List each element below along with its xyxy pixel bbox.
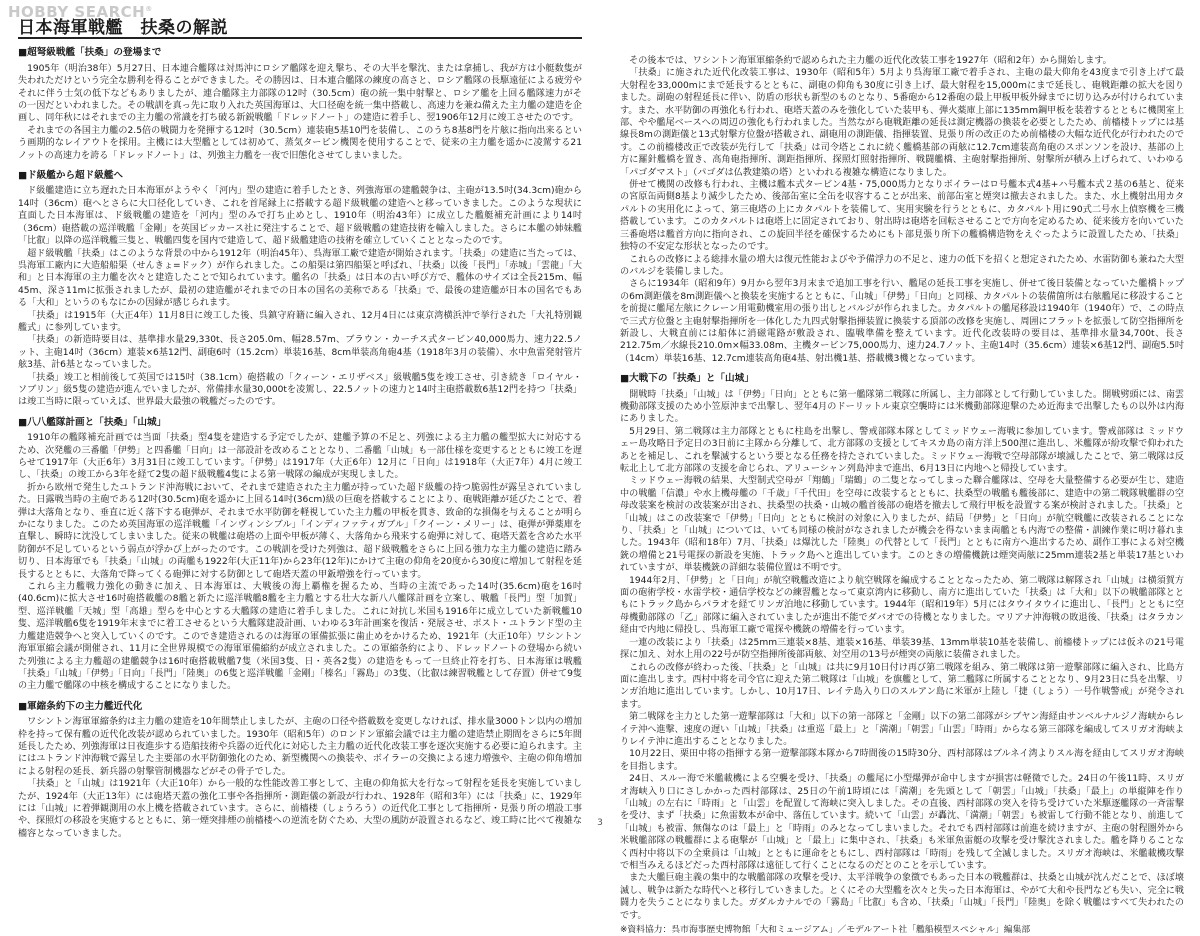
paragraph: 24日、スルー海で米艦載機による空襲を受け、「扶桑」の艦尾に小型爆弾が命中しますが損害は軽微でした。24日の午後11時、スリガオ海峡入り口にさしかかった西村部隊は、25日の午前1時頃には「満潮」を先頭として「朝雲」「山城」「扶桑」「最上」の単縦陣を作り「山城」の左右に「時雨」と「山雲」を配置して海峡に突入しました。その直後、西村部隊の突入を待ち受けていた米駆逐艦隊の一斉雷撃を受け、まず「扶桑」に魚雷数本が命中、落伍しています。続いて「山雲」が轟沈、「満潮」「朝雲」も被雷して行動不能となり、前進して「山城」も被雷、無傷なのは「最上」と「時雨」のみとなってしまいました。それでも西村部隊は前進を続けますが、主砲の射程圏外から米戦艦部隊の戦艦群による砲撃が「山城」と「最上」に集中され、「扶桑」も米軍魚雷艇の攻撃を受け撃沈されました。艦を降りることなく西村中将以下の全乗員は「山城」とともに運命をともにし、西村部隊は「時雨」を残して全滅しました。スリガオ海峡は、米艦載機攻撃で相当みえるほどだった西村部隊は遠征して行くことになるのだとのことを示しています。 [620, 774, 1184, 871]
paragraph: さらに1934年（昭和9年）9月から翌年3月末まで追加工事を行い、艦尾の延長工事を実施し、併せて後日装備となっていた艦橋トップの6m測距儀を8m測距儀へと換装を実施するとともに、「山城」「伊勢」「日向」と同様、カタパルトの装備箇所は右舷艦尾に移設することを前提に艦尾左舷にクレーン用電動機室用の張り出しとバルジが作られました。カタパルトの艦尾移設は1940年（1940年）で、この時点で三式方位盤と主砲射撃指揮所を一体化した九四式射撃指揮装置に換装する頂部の改修を実施し、周囲にフラットを拡張して防空指揮所を新設し、大戦直前には船体に消磁電路が敷設され、臨戦準備を整えています。近代化改装時の要目は、基準排水量34,700t、長さ212.75m／水線長210.0m×幅33.08m、主機タービン75,000馬力、速力24.7ノット、主砲14吋（35.6cm）連装×6基12門、副砲5.5吋（14cm）単装16基、12.7cm連装高角砲4基、射出機1基、搭載機3機となっています。 [620, 279, 1184, 364]
paragraph: 「扶桑」と「山城」は1921年（大正10年）から一般的な性能改善工事として、主砲の仰角拡大を行なって射程を延長を実施していましたが、1924年（大正13年）には砲塔天蓋の強化工事や各指揮所・測距儀の新設が行われ、1928年（昭和3年）には「扶桑」に、1929年には「山城」に着弾観測用の水上機を搭載されています。さらに、前檣楼（しょうろう）の近代化工事として指揮所・見張り所の増設工事や、探照灯の移設を実施するとともに、第一煙突排煙の前檣楼への逆流を防ぐため、大型の風防が設置されるなど、竣工時に比べて複雑な檣容となっていきました。 [18, 779, 582, 839]
paragraph: それまでの各国主力艦の2.5倍の戦闘力を発揮する12吋（30.5cm）連装砲5基10門を装備し、このうち8基8門を片舷に指向出来るという画期的なレイアウトを採用。主機には大型艦としては初めて、蒸気タービン機関を使用することで、従来の主力艦を遥かに凌駕する21ノットの高速力を誇る「ドレッドノート」は、列強主力艦を一夜で旧態化させてしまいました。 [18, 125, 582, 161]
paragraph: 開戦時「扶桑」「山城」は「伊勢」「日向」とともに第一艦隊第二戦隊に所属し、主力部隊として行動していました。開戦劈頭には、南雲機動部隊支援のため小笠原沖まで出撃し、翌年4月のドーリットル東京空襲時には米機動部隊迎撃のため近海まで出撃したもの以外は内海にありました。 [620, 389, 1184, 425]
paragraph: 第二戦隊を主力とした第一遊撃部隊は「大和」以下の第一部隊と「金剛」以下の第二部隊がシブヤン海経由サンベルナルジノ海峡からレイテ沖へ進撃、速度の遅い「山城」「扶桑」は重巡「最上」と「満潮」「朝雲」「山雲」「時雨」からなる第三部隊を編成してスリガオ海峡よりレイテ沖に進出することとなりました。 [620, 712, 1184, 747]
paragraph: 「扶桑」竣工と相前後して英国では15吋（38.1cm）砲搭載の「クィーン・エリザベス」級戦艦5隻を竣工させ、引き続き「ロイヤル・ソブリン」級5隻の建造が進んでいましたが、常備排水量30,000tを凌駕し、22.5ノットの速力と14吋主砲搭載数6基12門を持つ「扶桑」は竣工当時に限っていえば、世界最大最強の戦艦だったのです。 [18, 372, 582, 408]
left-column [18, 18, 582, 839]
paragraph: 10月22日、栗田中将の指揮する第一遊撃部隊本隊から7時間後の15時30分、西村部隊はブルネイ湾よりスル海を経由してスリガオ海峡を目指します。 [620, 749, 1184, 772]
paragraph: 「扶桑」は1915年（大正4年）11月8日に竣工した後、呉鎮守府籍に編入され、12月4日には東京湾横浜沖で挙行された「大礼特別観艦式」に参列しています。 [18, 310, 582, 333]
paragraph: 「扶桑」に施された近代化改装工事は、1930年（昭和5年）5月より呉海軍工廠で着手され、主砲の最大仰角を43度まで引き上げて最大射程を33,000mにまで延長するとともに、副砲の仰角も30度に引き上げ、最大射程を15,000mにまで延長し、砲戦距離の拡大を図りました。副砲の射程延長に伴い、防盾の形状も新型のものとなり、5番砲から12番砲の最上甲板甲板外縁までに切り込みが付けられています。また、水平防御の再強化も行われ、砲塔天蓋のみを強化していた装甲も、弾火薬庫上部に135mm鋼甲板を装着するとともに機関室上部、やや艦尾ベースへの周辺の強化も行われました。当然ながら砲戦距離の延長は測定機器の換装を必要としたため、前檣楼トップには基線長8mの測距儀と13式射撃方位盤が搭載され、副砲用の測距儀、指揮装置、見張り所の改正のため前檣楼の大幅な近代化が行われたのです。この前檣楼改正で改装が先行して「扶桑」は司令塔とこれに続く艦橋基部の両舷に12.7cm連装高角砲のスポンソンを設け、基部の上方に羅針艦橋を置き、高角砲指揮所、測距指揮所、探照灯照射指揮所、戦闘艦橋、主砲射撃指揮所、射撃所が積み上げられて、いわゆる「パゴダマスト」（パゴダは仏教建築の塔）といわれる複雑な構造になりました。 [620, 68, 1184, 178]
section-heading-4: ■軍縮条約下の主力艦近代化 [18, 700, 143, 712]
paragraph: これらの改修が終わった後、「扶桑」と「山城」は共に9月10日付け再び第二戦隊を組み、第二戦隊は第一遊撃部隊に編入され、比島方面に進出します。西村中将を司令官に迎えた第二戦隊は「山城」を旗艦として、第二艦隊に所属することとなり、9月23日に呉を出撃、リンガ泊地に進出しています。しかし、10月17日、レイテ島入り口のスルアン島に米軍が上陸し「捷（しょう）一号作戦警戒」が発令されます。 [620, 662, 1184, 710]
paragraph: 併せて機関の改修も行われ、主機は艦本式タービン4基・75,000馬力となりボイラーはロ号艦本式4基+ハ号艦本式２基の6基と、従来の宮原缶両側8基より減少したため、後部缶室に全缶を収容することが出来、前部缶室と煙突は撤去されました。また、水上機射出用カタパルトの実用化によって、第三砲塔の上にカタパルトを装備して、実用実験を行うとともに、カタパルト用に90式二号水上偵察機を三機搭載しています。このカタパルトは砲塔上に固定されており、射出時は砲塔を回転させることで方向を定めるため、従来後方を向いていた三番砲塔は艦首方向に指向され、この旋回半径を確保するためにもト部見張り所下の艦橋構造物をえぐったように設置したため、「扶桑」独特の不安定な形状となったのです。 [620, 180, 1184, 253]
paragraph: 5月29日、第二戦隊は主力部隊とともに柱島を出撃し、警戒部隊本隊としてミッドウェー海戦に参加しています。警戒部隊は ミッドウェー島攻略日予定日の3日前に主隊から分離して、北方部隊の支援としてキスカ島の南方洋上500浬に進出し、米艦隊が紛攻撃で仰われたあとを補足し、これを撃滅するという要となる任務を持たされていました。ミッドウェー海戦で空母部隊が壊滅したことで、第二戦隊は反転北上して北方部隊の支援を命じられ、アリューシャン列島沖まで進出、6月13日に内地へと帰投しています。 [620, 426, 1184, 474]
credit-note: ※資料協力：呉市海事歴史博物館「大和ミュージアム」／モデルアート社「艦船模型スペシャル」編集部 [620, 925, 1031, 936]
paragraph: 1905年（明治38年）5月27日、日本連合艦隊は対馬沖にロシア艦隊を迎え撃ち、その大半を撃沈、または拿捕し、我が方は小艇数隻が失われただけという完全な勝利を得ることができました。その勝因は、日本連合艦隊の練度の高さと、ロシア艦隊の長駆遠征による疲労やそれに伴う士気の低下などもありましたが、連合艦隊主力部隊の12吋（30.5cm）砲の統一集中射撃と、ロシア艦を上回る艦隊速力がその一因だといわれました。その戦訓を真っ先に取り入れた英国海軍は、大口径砲を統一集中搭載し、高速力を兼ね備えた主力艦の建造を企画し、同年秋にはそれまでの主力艦の常識を打ち破る新鋭戦艦「ドレッドノート」の建造に着手し、翌1906年12月に竣工させたのです。 [18, 63, 582, 124]
page-number: 3 [597, 818, 603, 828]
section-heading-5: ■大戦下の「扶桑」と「山城」 [620, 373, 754, 385]
paragraph: これら主力艦戦力強化の動きに加え、日本海軍は、大戦後の海上覇権を握るため、当時の主流であった14吋(35.6cm)砲を16吋(40.6cm)に拡大させ16吋砲搭載艦の8艦と新たに巡洋戦艦8艦を主力艦とする壮大な新八八艦隊計画を立案し、戦艦「長門」型「加賀」型、巡洋戦艦「天城」型「高雄」型らを中心とする大艦隊の建造に着手しました。これに対抗し米国も1916年に成立していた新戦艦10隻、巡洋戦艦6隻を1919年末までに着工させるという大艦隊建設計画、いわゆる3年計画案を復活・発展させ、ポスト・ユトランド型の主力艦建造競争へと突入していくのです。このでき建造されるのは海軍の軍備拡張に歯止めをかけるため、1921年（大正10年）ワシントン海軍軍縮会議が開催され、11月に全世界規模での海軍軍備縮約が成立されました。この軍縮条約により、ドレッドノートの登場から続いた列強による主力艦超の建艦競争は16吋砲搭載戦艦7隻（米国3隻、日・英各2隻）の建造をもって一旦終止符を打ち、日本海軍は戦艦「扶桑」「山城」「伊勢」「日向」「長門」「陸奥」の6隻と巡洋戦艦「金剛」「榛名」「霧島」の3隻、（比叡は練習戦艦として存置）併せて9隻の主力艦で艦隊の中核を構成することになりました。 [18, 582, 582, 692]
section-heading-2: ■ド級艦から超ド級艦へ [18, 170, 124, 182]
paragraph: 「扶桑」の新造時要目は、基準排水量29,330t、長さ205.0m、幅28.57m、ブラウン・カーチス式タービン40,000馬力、速力22.5ノット、主砲14吋（36cm）連装×6基12門、副砲6吋（15.2cm）単装16基、8cm単装高角砲4基（1918年3月の装備）、水中魚雷発射管片舷3基、計6基となっていました。 [18, 335, 582, 371]
site-watermark: HOBBY SEARCH® [8, 3, 153, 21]
paragraph: これらの改修による総排水量の増大は復元性能およびや予備浮力の不足と、速力の低下を招くと想定されたため、水雷防御も兼ねた大型のバルジを装備しました。 [620, 254, 1184, 277]
article-title: 日本海軍戦艦 扶桑の解説 [18, 22, 582, 39]
section-heading-3: ■八八艦隊計画と「扶桑」「山城」 [18, 416, 167, 428]
watermark-text: HOBBY SEARCH [8, 3, 146, 21]
section-heading-1: ■超弩級戦艦「扶桑」の登場まで [18, 47, 162, 59]
paragraph: 折から欧州で発生したユトランド沖海戦において、それまで建造された主力艦が持っていた超ド級艦の持つ脆弱性が露呈されていました。日露戦当時の主砲である12吋(30.5cm)砲を遥かに上回る14吋(36cm)級の巨砲を搭載することにより、砲戦距離が延びたことで、着弾は大落角となり、垂直に近く落下する砲弾が、それまで水平防御を軽視していた主力艦の甲板を貫き、致命的な損傷を与えることが明らかになりました。このため英国海軍の巡洋戦艦「インヴィンシブル」「インディファティガブル」「クイーン・メリー」は、砲弾が弾薬庫を直撃し、瞬時に沈没してしまいました。従来の戦艦は砲塔の上面や甲板が薄く、大落角から飛来する砲弾に対して、砲塔天蓋を含めた水平防御が不足しているという弱点が浮かび上がったのです。この戦訓を受けた列強は、超ド級戦艦をさらに上回る強力な主力艦の建造に踏み切り、日本海軍でも「扶桑」「山城」の両艦も1922年(大正11年)から23年(12年)にかけて主砲の仰角を20度から30度に増加して射程を延長するとともに、大落角で降ってくる砲弾に対する防御として砲塔天蓋の甲鈑増強を行っています。 [18, 482, 582, 580]
right-column [620, 55, 1184, 936]
paragraph: その後本では、ワシントン海軍軍縮条約で認められた主力艦の近代化改装工事を1927年（昭和2年）から開始します。 [629, 56, 1112, 66]
paragraph: 一連の改装により「扶桑」は25mm三連装×8基、連装×16基、単装39基、13mm単装10基を装備し、前檣楼トップには仮ネの21号電探に加え、対水上用の22号が防空指揮所後部両舷、対空用の13号が煙突の両舷に装備されました。 [620, 637, 1184, 661]
paragraph: 1910年の艦隊補充計画では当面「扶桑」型4隻を建造する予定でしたが、建艦予算の不足と、列強による主力艦の艦型拡大に対応するため、次発艦の三番艦「伊勢」と四番艦「日向」は一部設計を改めることとなり、二番艦「山城」も一部仕様を変更するとともに竣工を遅らせて1917年（大正6年）3月31日に竣工しています。「伊勢」は1917年（大正6年）12月に「日向」は1918年（大正7年）4月に竣工し、「扶桑」の竣工から3年を経て2隻の超ド級戦艦4隻による第一戦隊の編成が実現しました。 [18, 433, 582, 481]
paragraph: 超ド級戦艦「扶桑」はこのような背景の中から1912年（明治45年）、呉海軍工廠で建造が開始されます。「扶桑」の建造に当たっては、呉海軍工廠内に大造船船渠（せんきょ=ドック）が作られました。この船渠は第四船渠と呼ばれ、「扶桑」以後「長門」「赤城」「雲龍」「大和」と日本海軍の主力艦を次々と建造したことで知られています。艦名の「扶桑」は日本の古い呼び方で、艦体のサイズは全長215m、幅45m、深さ11mに拡張されましたが、最初の建造艦がそれまでの日本の国名の美称である「扶桑」で、最後の建造艦が日本の国名でもある「大和」というのもなにかの因縁が感じられます。 [18, 248, 582, 309]
paragraph: ワシントン海軍軍縮条約は主力艦の建造を10年間禁止しましたが、主砲の口径や搭載数を変更しなければ、排水量3000トン以内の増加枠を持って保有艦の近代化改装が認められていました。1930年（昭和5年）のロンドン軍縮会議では主力艦の建造禁止期間をさらに5年間延長したため、列強海軍は日夜進歩する造船技術や兵器の近代化に対応した主力艦の近代化改装工事を逐次実施する必要に迫られます。主にはユトランド沖海戦で露呈した主要部の水平防御強化のため、新型機関への換装や、ボイラーの交換による速力増強や、主砲の仰角増加による射程の延長、新兵器の射撃管制機器などがその骨子でした。 [18, 717, 582, 777]
paragraph: また大艦巨砲主義の集中的な戦艦部隊の攻撃を受け、太平洋戦争の象徴でもあった日本の戦艦群は、扶桑と山城が沈んだことで、ほぼ壊滅し、戦争は新たな時代へと移行していきました。とくにその大型艦を次々と失った日本海軍は、やがて大和や長門なども失い、完全に戦闘力を失うことになりました。ガダルカナルでの「霧島」「比叡」も含め、「扶桑」「山城」「長門」「陸奥」を除く戦艦はすべて失われたのです。 [620, 873, 1184, 921]
paragraph: 1944年2月、「伊勢」と「日向」が航空戦艦改造により航空戦隊を編成することとなったため、第二戦隊は解隊され「山城」は横須賀方面の砲術学校・水雷学校・通信学校などの練習艦となって東京湾内に移動し、南方に進出していた「扶桑」は「大和」以下の戦艦部隊とともにトラック島からパラオを経てリンガ泊地に移動しています。1944年（昭和19年）5月にはタウイタウイに進出し、「長門」とともに空母機動部隊の「乙」部隊に編入されていましたが進出不能でダバオでの待機となりました。マリアナ沖海戦の敗退後、「扶桑」はタラカン経由で内地に帰投し、呉海軍工廠で電探や機銃の増備を行っています。 [620, 575, 1184, 636]
paragraph: ド級艦建造に立ち遅れた日本海軍がようやく「河内」型の建造に着手したとき、列強海軍の建艦競争は、主砲が13.5吋(34.3cm)砲から14吋（36cm）砲へとさらに大口径化していき、これを首尾縁上に搭載する超ド級戦艦の建造へと移っていきました。このような現状に直面した日本海軍は、ド級戦艦の建造を「河内」型のみで打ち止めとし、1910年（明治43年）に成立した艦艇補充計画により14吋（36cm）砲搭載の巡洋戦艦「金剛」を英国ビッカース社に発注することで、超ド級戦艦の建造技術を輸入しました。さらに本艦の姉妹艦「比叡」以降の巡洋戦艦三隻と、戦艦四隻を国内で建造して、超ド級艦建造の技術を確立していくこととなったのです。 [18, 186, 582, 247]
paragraph: ミッドウェー海戦の結果、大型制式空母が「翔鶴」「瑞鶴」の二隻となってしまった聯合艦隊は、空母を大量整備する必要が生じ、建造中の戦艦「信濃」や水上機母艦の「千歳」「千代田」を空母に改装するとともに、扶桑型の戦艦も艦後部に、建造中の第二戦隊戦艦群の空母改装案を検討の改装案が出され、扶桑型の扶桑・山城の艦首後部の砲塔を撤去して飛行甲板を設置する案が検討されました。「扶桑」と「山城」はこの改装案で「伊勢」「日向」とともに検討の対象に入りましたが、結局「伊勢」と「日向」が航空戦艦に改装されることになり、「扶桑」と「山城」については、いても同様の検討がなされましたが機会を得ないまま両艦とも内海での整備・訓練作業に明け暮れました。1943年（昭和18年）7月、「扶桑」は爆沈した「陸奥」の代替として「長門」とともに南方へ進出するため、副作工事による対空機銃の増備と21号電探の新設を実施、トラック島へと進出しています。このときの増備機銃は煙突両舷に25mm連装2基と単装17基といわれていますが、単装機銃の詳細な装備位置は不明です。 [620, 476, 1184, 574]
